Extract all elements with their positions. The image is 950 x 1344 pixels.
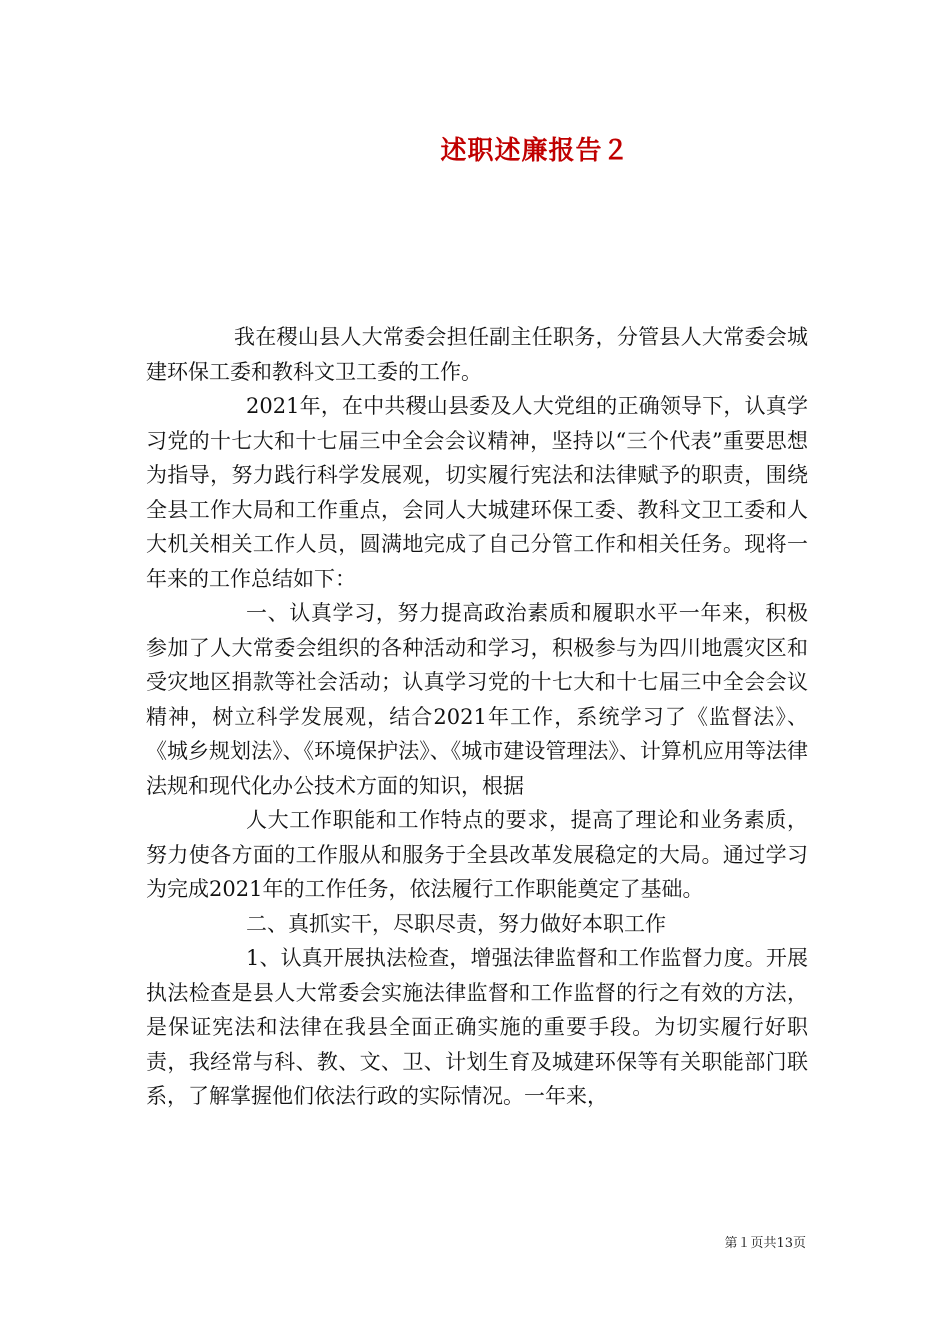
- paragraph: 人大工作职能和工作特点的要求，提高了理论和业务素质，努力使各方面的工作服从和服务于全县改革发展稳定的大局。通过学习为完成2021年的工作任务，依法履行工作职能奠定了基础。: [146, 808, 808, 901]
- paragraph: 一、认真学习，努力提高政治素质和履职水平一年来，积极参加了人大常委会组织的各种活动和学习，积极参与为四川地震灾区和受灾地区捐款等社会活动；认真学习党的十七大和十七届三中全会会议精神，树立科学发展观，结合2021年工作，系统学习了《监督法》、《城乡规划法》、《环境保护法》、《城市建设管理法》、计算机应用等法律法规和现代化办公技术方面的知识，根据: [146, 601, 808, 798]
- paragraph: 2021年，在中共稷山县委及人大党组的正确领导下，认真学习党的十七大和十七届三中全会会议精神，坚持以“三个代表”重要思想为指导，努力践行科学发展观，切实履行宪法和法律赋予的职责，围绕全县工作大局和工作重点，会同人大城建环保工委、教科文卫工委和人大机关相关工作人员，圆满地完成了自己分管工作和相关任务。现将一年来的工作总结如下：: [146, 394, 808, 591]
- section-heading: 二、真抓实干，尽职尽责，努力做好本职工作: [246, 911, 666, 936]
- document-body: [146, 320, 808, 1114]
- paragraph: 1、认真开展执法检查，增强法律监督和工作监督力度。开展执法检查是县人大常委会实施法律监督和工作监督的行之有效的方法，是保证宪法和法律在我县全面正确实施的重要手段。为切实履行好职责，我经常与科、教、文、卫、计划生育及城建环保等有关职能部门联系，了解掌握他们依法行政的实际情况。一年来，: [146, 946, 808, 1108]
- paragraph: 我在稷山县人大常委会担任副主任职务，分管县人大常委会城建环保工委和教科文卫工委的工作。: [146, 325, 808, 384]
- page-number: 第１页共13页: [724, 1236, 806, 1251]
- page-title: 述职述廉报告２: [440, 136, 630, 166]
